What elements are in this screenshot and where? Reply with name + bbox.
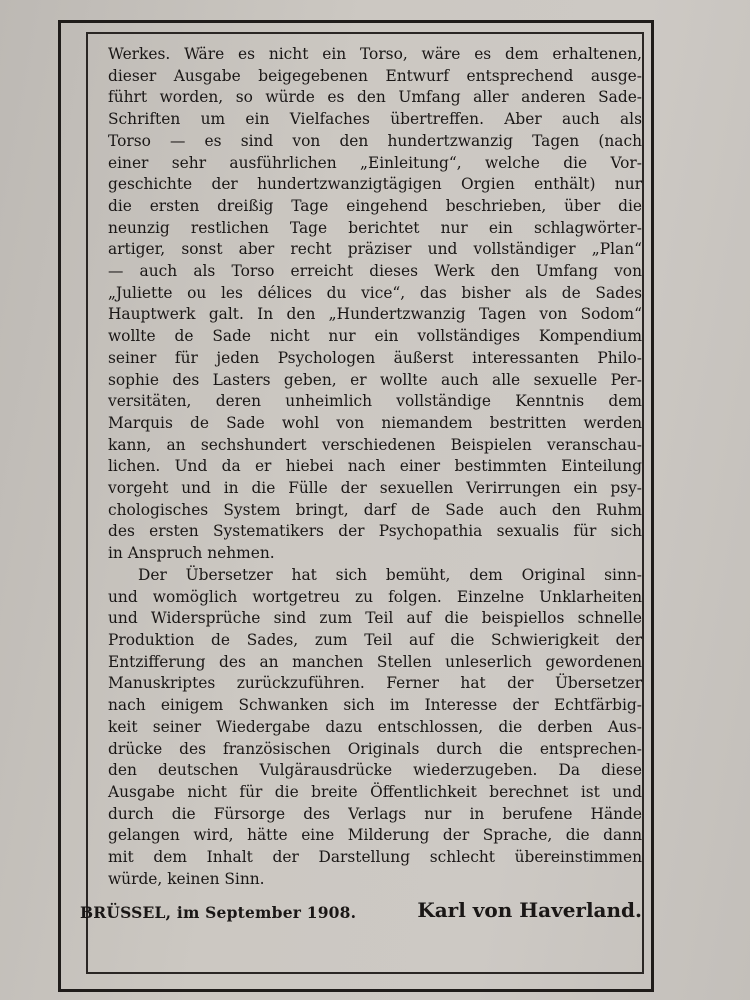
- text-line: nach einigem Schwanken sich im Interesse der Echtfärbig-: [108, 696, 642, 715]
- text-line: und womöglich wortgetreu zu folgen. Einzelne Unklarheiten: [108, 587, 642, 606]
- author-name: Karl von Haverland.: [417, 898, 642, 922]
- text-line: seiner für jeden Psychologen äußerst interessanten Philo-: [108, 348, 642, 367]
- text-line: führt worden, so würde es den Umfang aller anderen Sade-: [108, 88, 642, 107]
- text-line: Schriften um ein Vielfaches übertreffen. Aber auch als: [108, 110, 642, 129]
- text-line: Manuskriptes zurückzuführen. Ferner hat der Übersetzer: [108, 674, 642, 693]
- text-line: würde, keinen Sinn.: [108, 869, 265, 888]
- text-line: sophie des Lasters geben, er wollte auch alle sexuelle Per-: [108, 370, 642, 389]
- text-line: drücke des französischen Originals durch die entsprechen-: [108, 739, 642, 758]
- text-line: Werkes. Wäre es nicht ein Torso, wäre es dem erhaltenen,: [108, 45, 642, 63]
- text-line: Hauptwerk galt. In den „Hundertzwanzig Tagen von Sodom“: [108, 305, 642, 324]
- text-line: chologisches System bringt, darf de Sade auch den Ruhm: [108, 500, 642, 519]
- text-line: — auch als Torso erreicht dieses Werk den Umfang von: [108, 262, 642, 281]
- text-line: kann, an sechshundert verschiedenen Beispielen veranschau-: [108, 435, 642, 454]
- text-line: den deutschen Vulgärausdrücke wiederzugeben. Da diese: [108, 761, 642, 780]
- text-line: mit dem Inhalt der Darstellung schlecht übereinstimmen: [108, 848, 642, 867]
- text-line: Torso — es sind von den hundertzwanzig Tagen (nach: [108, 131, 642, 150]
- text-line: wollte de Sade nicht nur ein vollständiges Kompendium: [108, 327, 642, 346]
- text-line: und Widersprüche sind zum Teil auf die beispiellos schnelle: [108, 609, 642, 628]
- text-line: einer sehr ausführlichen „Einleitung“, welche die Vor-: [108, 153, 642, 172]
- text-line: in Anspruch nehmen.: [108, 544, 275, 563]
- text-line: durch die Fürsorge des Verlags nur in berufene Hände: [108, 804, 642, 823]
- text-line: artiger, sonst aber recht präziser und vollständiger „Plan“: [108, 240, 642, 259]
- text-line: Entzifferung des an manchen Stellen unleserlich gewordenen: [108, 652, 642, 671]
- place-date: BRÜSSEL, im September 1908.: [80, 903, 357, 922]
- paragraph-1: [108, 44, 642, 565]
- text-line: gelangen wird, hätte eine Milderung der Sprache, die dann: [108, 826, 642, 845]
- text-line: Marquis de Sade wohl von niemandem bestritten werden: [108, 413, 642, 432]
- text-line: lichen. Und da er hiebei nach einer bestimmten Einteilung: [108, 457, 642, 476]
- body-text: [108, 44, 642, 890]
- text-line: keit seiner Wiedergabe dazu entschlossen, die derben Aus-: [108, 717, 642, 736]
- text-line: vorgeht und in die Fülle der sexuellen Verirrungen ein psy-: [108, 479, 642, 498]
- text-line: Der Übersetzer hat sich bemüht, dem Original sinn-: [138, 565, 642, 584]
- text-line: dieser Ausgabe beigegebenen Entwurf entsprechend ausge-: [108, 66, 642, 85]
- text-line: Produktion de Sades, zum Teil auf die Schwierigkeit der: [108, 630, 642, 649]
- paragraph-2: [108, 565, 642, 891]
- text-line: geschichte der hundertzwanzigtägigen Orgien enthält) nur: [108, 175, 642, 194]
- text-line: Ausgabe nicht für die breite Öffentlichkeit berechnet ist und: [108, 782, 642, 801]
- text-line: „Juliette ou les délices du vice“, das bisher als de Sades: [108, 283, 642, 302]
- text-line: die ersten dreißig Tage eingehend beschrieben, über die: [108, 196, 642, 215]
- text-line: neunzig restlichen Tage berichtet nur ein schlagwörter-: [108, 218, 642, 237]
- text-line: des ersten Systematikers der Psychopathia sexualis für sich: [108, 522, 642, 541]
- text-line: versitäten, deren unheimlich vollständige Kenntnis dem: [108, 392, 642, 411]
